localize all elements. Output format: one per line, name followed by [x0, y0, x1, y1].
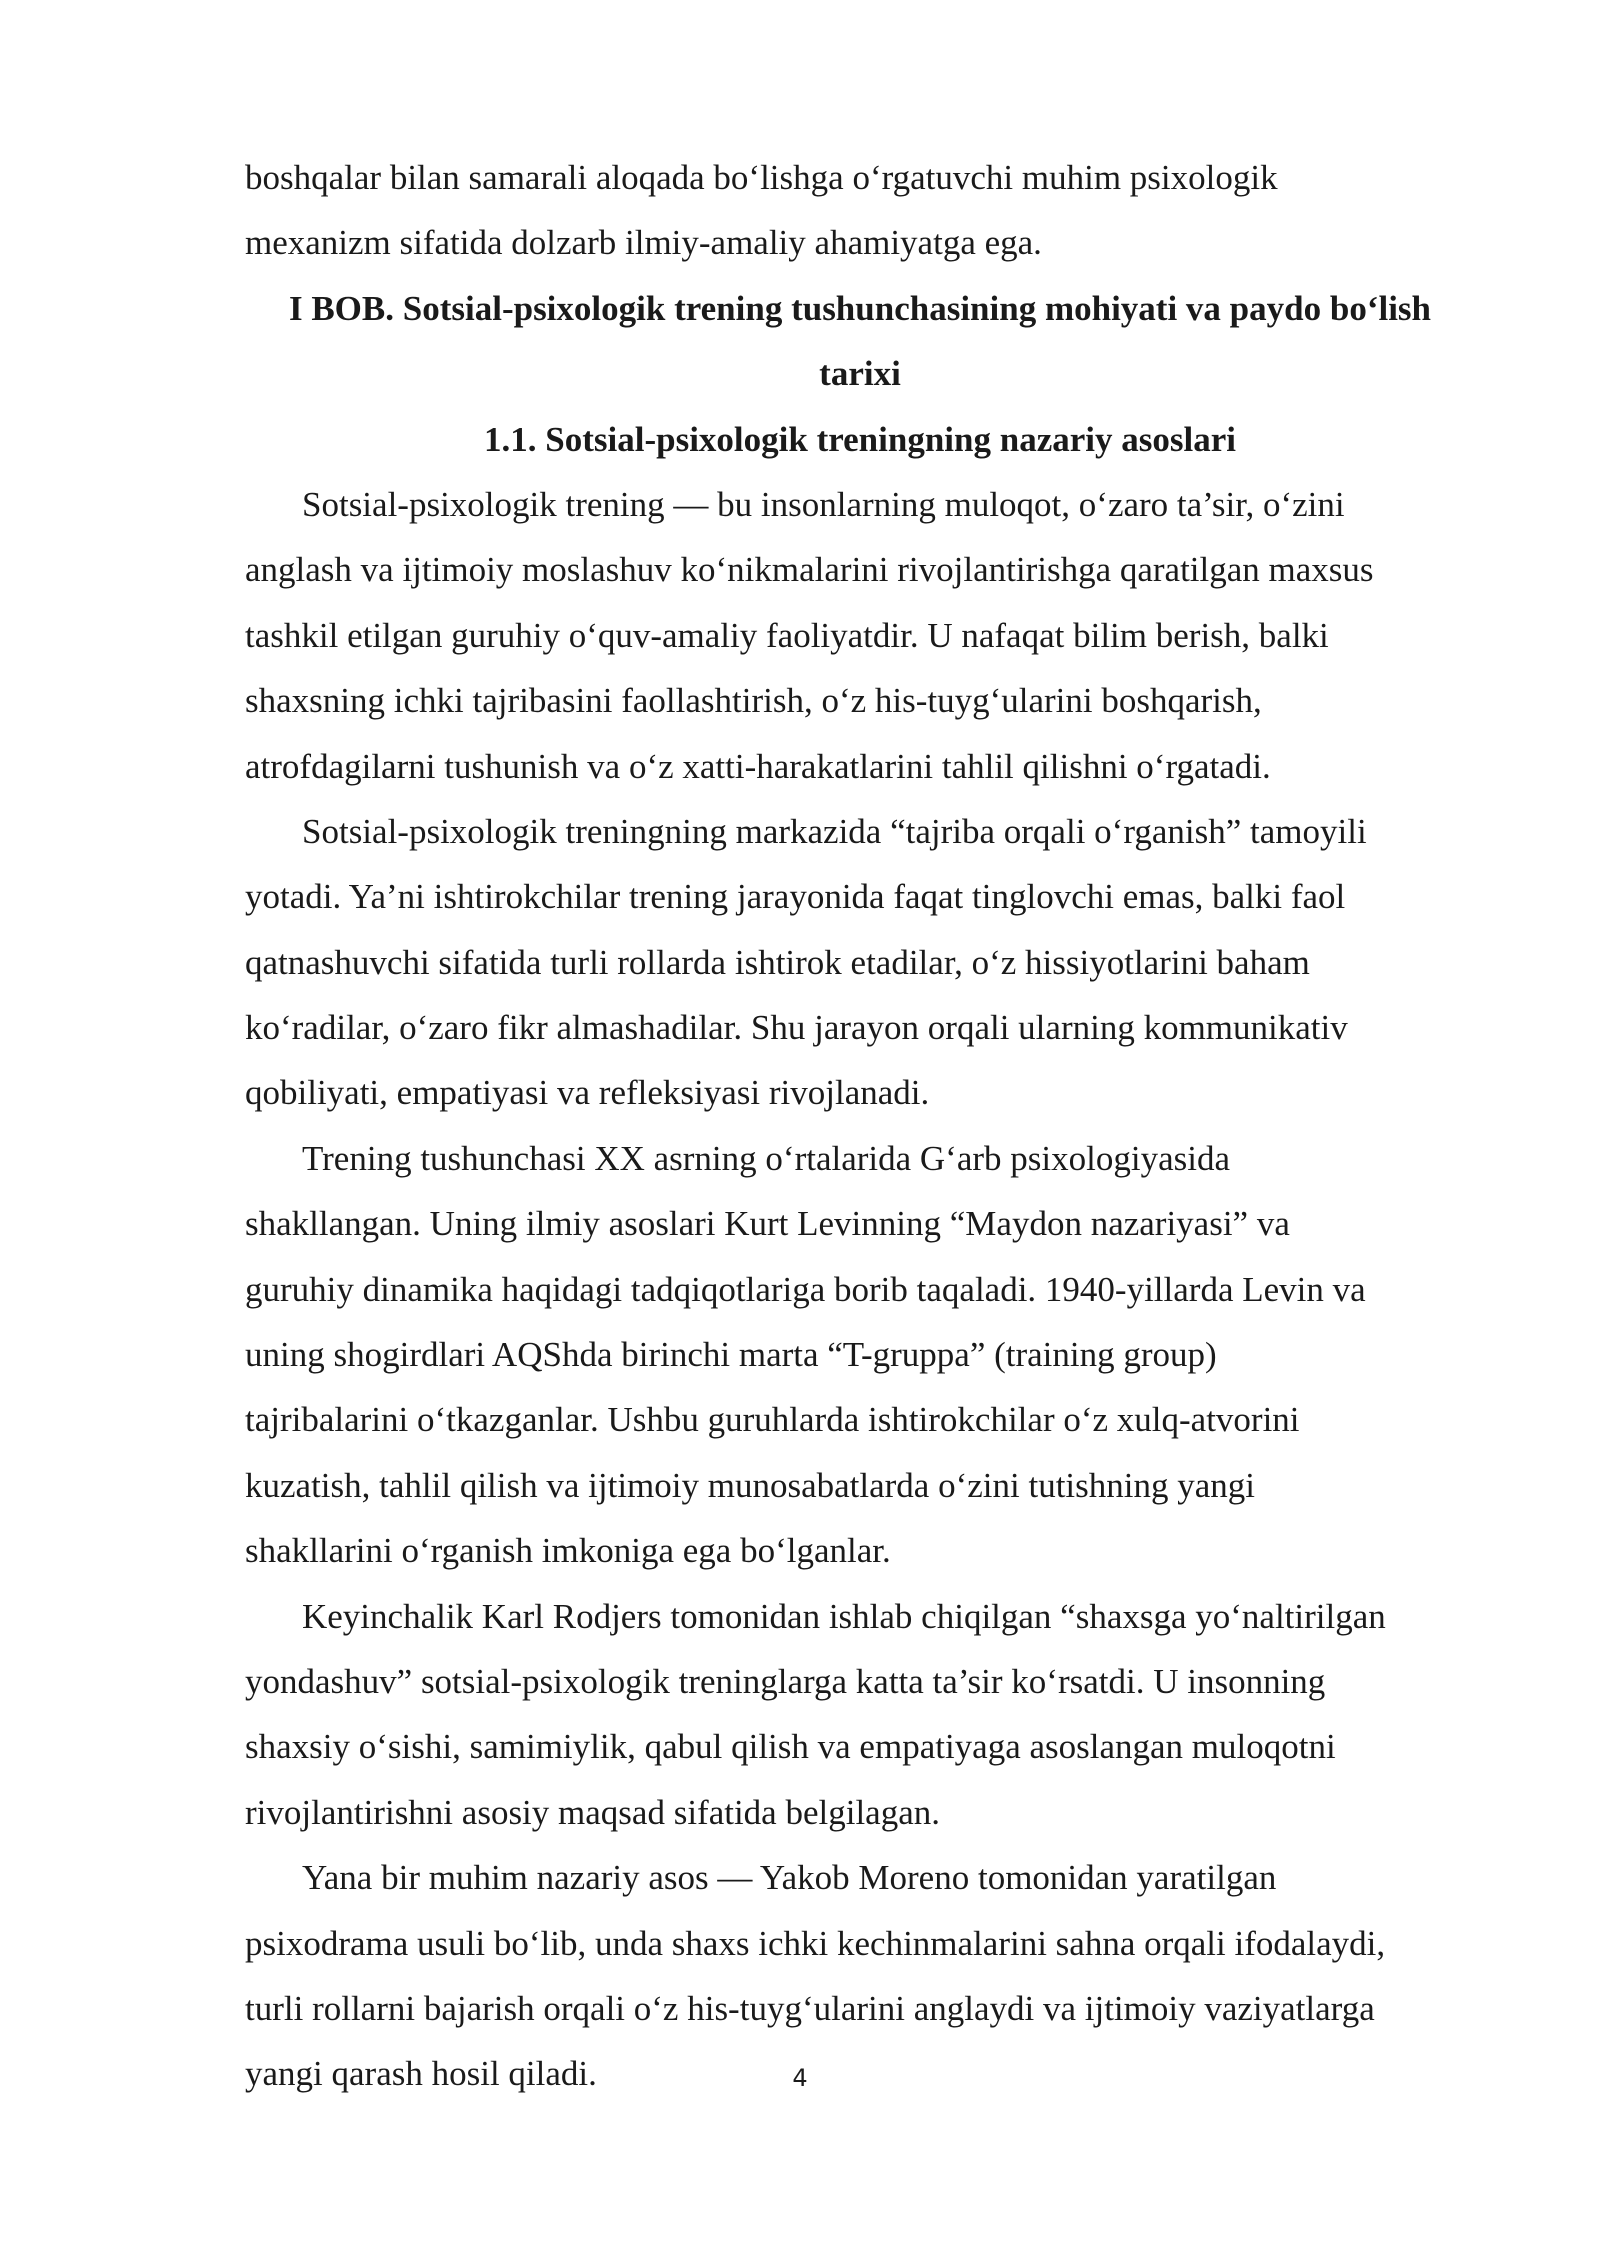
text-line: Keyinchalik Karl Rodjers tomonidan ishlab chiqilgan “shaxsga yo‘naltirilgan — [302, 1596, 1386, 1636]
section-title: 1.1. Sotsial-psixologik treningning nazariy asoslari — [484, 419, 1236, 459]
text-line: turli rollarni bajarish orqali o‘z his-tuyg‘ularini anglaydi va ijtimoiy vaziyatlarga — [245, 1988, 1375, 2028]
text-line: shakllangan. Uning ilmiy asoslari Kurt Levinning “Maydon nazariyasi” va — [245, 1204, 1290, 1244]
intro-text — [245, 145, 1475, 276]
text-line: Sotsial-psixologik treningning markazida “tajriba orqali o‘rganish” tamoyili — [302, 811, 1367, 851]
text-line: tashkil etilgan guruhiy o‘quv-amaliy faoliyatdir. U nafaqat bilim berish, balki — [245, 615, 1329, 655]
text-line: yotadi. Ya’ni ishtirokchilar trening jarayonida faqat tinglovchi emas, balki faol — [245, 877, 1346, 917]
text-line: kuzatish, tahlil qilish va ijtimoiy munosabatlarda o‘zini tutishning yangi — [245, 1465, 1255, 1505]
paragraph — [245, 472, 1475, 799]
text-line: mexanizm sifatida dolzarb ilmiy-amaliy ahamiyatga ega. — [245, 223, 1042, 263]
text-line: rivojlantirishni asosiy maqsad sifatida belgilagan. — [245, 1792, 940, 1832]
text-line: psixodrama usuli bo‘lib, unda shaxs ichki kechinmalarini sahna orqali ifodalaydi, — [245, 1923, 1386, 1963]
paragraph — [245, 799, 1475, 1126]
text-line: yondashuv” sotsial-psixologik treninglarga katta ta’sir ko‘rsatdi. U insonning — [245, 1661, 1326, 1701]
text-line: anglash va ijtimoiy moslashuv ko‘nikmalarini rivojlantirishga qaratilgan maxsus — [245, 550, 1374, 590]
text-line: guruhiy dinamika haqidagi tadqiqotlariga borib taqaladi. 1940-yillarda Levin va — [245, 1269, 1366, 1309]
text-line: Yana bir muhim nazariy asos — Yakob Moreno tomonidan yaratilgan — [302, 1858, 1277, 1898]
text-line: qatnashuvchi sifatida turli rollarda ishtirok etadilar, o‘z hissiyotlarini baham — [245, 942, 1310, 982]
text-line: shaxsning ichki tajribasini faollashtirish, o‘z his-tuyg‘ularini boshqarish, — [245, 681, 1262, 721]
text-line: Sotsial-psixologik trening — bu insonlarning muloqot, o‘zaro ta’sir, o‘zini — [302, 484, 1345, 524]
text-line: boshqalar bilan samarali aloqada bo‘lishga o‘rgatuvchi muhim psixologik — [245, 158, 1278, 197]
text-line: Trening tushunchasi XX asrning o‘rtalarida G‘arb psixologiyasida — [302, 1138, 1230, 1178]
chapter-title — [245, 276, 1475, 407]
paragraph — [245, 1584, 1475, 1846]
text-line: qobiliyati, empatiyasi va refleksiyasi rivojlanadi. — [245, 1073, 930, 1113]
paragraph — [245, 1126, 1475, 1584]
chapter-title-line: tarixi — [819, 354, 901, 394]
text-line: shaxsiy o‘sishi, samimiylik, qabul qilish va empatiyaga asoslangan muloqotni — [245, 1727, 1336, 1767]
text-line: yangi qarash hosil qiladi. — [245, 2054, 597, 2094]
text-line: atrofdagilarni tushunish va o‘z xatti-harakatlarini tahlil qilishni o‘rgatadi. — [245, 746, 1271, 786]
text-line: ko‘radilar, o‘zaro fikr almashadilar. Shu jarayon orqali ularning kommunikativ — [245, 1008, 1348, 1048]
text-line: uning shogirdlari AQShda birinchi marta “T-gruppa” (training group) — [245, 1335, 1217, 1375]
page-body — [245, 145, 1475, 2107]
page-number: 4 — [792, 2064, 808, 2092]
chapter-title-line: I BOB. Sotsial-psixologik trening tushunchasining mohiyati va paydo bo‘lish — [288, 288, 1432, 328]
text-line: shakllarini o‘rganish imkoniga ega bo‘lganlar. — [245, 1531, 891, 1571]
text-line: tajribalarini o‘tkazganlar. Ushbu guruhlarda ishtirokchilar o‘z xulq-atvorini — [245, 1400, 1300, 1440]
